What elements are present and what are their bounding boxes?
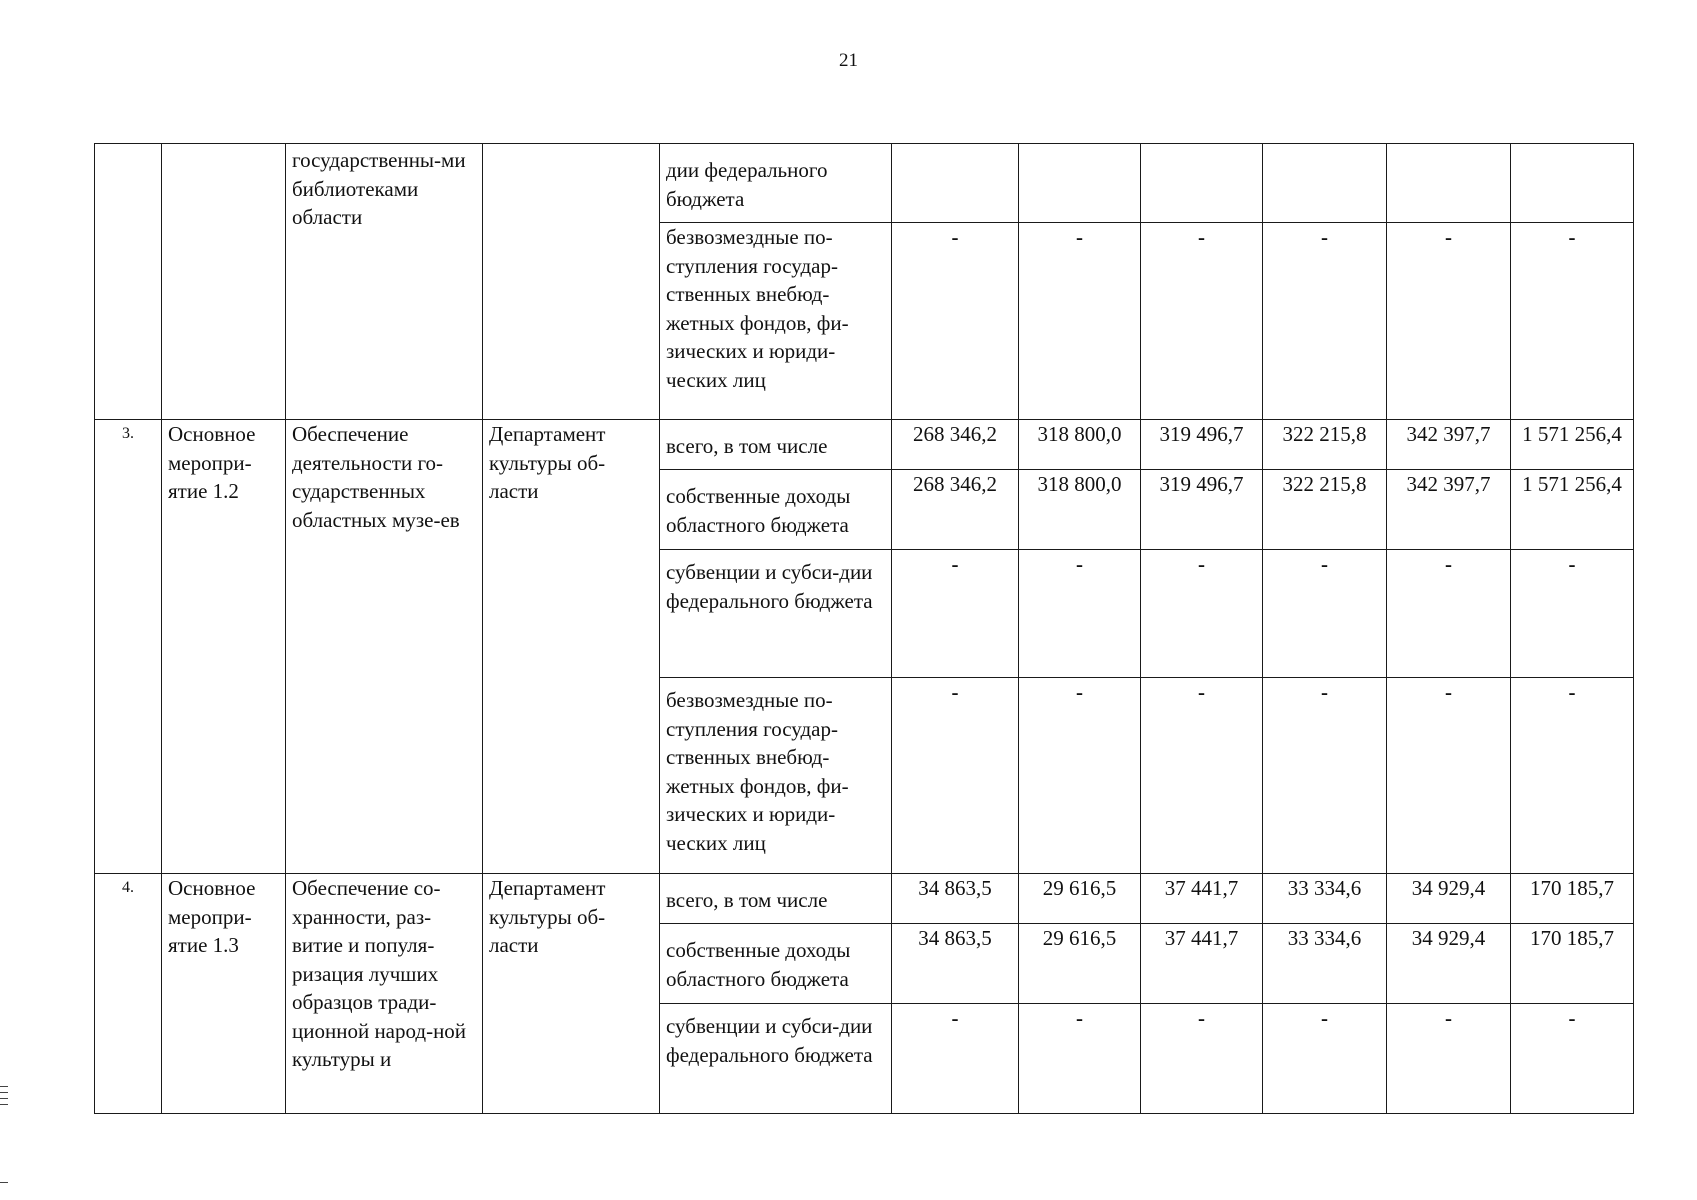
cell-event-name: государственны-ми библиотеками области <box>286 144 483 420</box>
cell-value: 170 185,7 <box>1511 874 1634 924</box>
cell-value: 33 334,6 <box>1263 924 1387 1004</box>
cell-value: 34 929,4 <box>1387 924 1511 1004</box>
cell-value: 319 496,7 <box>1141 420 1263 470</box>
margin-mark <box>0 1182 8 1183</box>
cell-funding-source: собственные доходы областного бюджета <box>660 924 892 1004</box>
table-body <box>95 144 1634 1114</box>
cell-value: - <box>1511 223 1634 420</box>
cell-funding-source: дии федерального бюджета <box>660 144 892 223</box>
cell-event <box>162 144 286 420</box>
cell-value: - <box>1019 678 1141 874</box>
table-row <box>95 874 1634 924</box>
cell-value: - <box>1387 223 1511 420</box>
cell-funding-source: всего, в том числе <box>660 420 892 470</box>
cell-value <box>1019 144 1141 223</box>
cell-value: - <box>1511 550 1634 678</box>
cell-value: 29 616,5 <box>1019 874 1141 924</box>
cell-value: 170 185,7 <box>1511 924 1634 1004</box>
cell-value <box>1263 144 1387 223</box>
table-row <box>95 420 1634 470</box>
cell-value: 322 215,8 <box>1263 470 1387 550</box>
cell-funding-source: субвенции и субси-дии федерального бюджета <box>660 1004 892 1114</box>
cell-value: 29 616,5 <box>1019 924 1141 1004</box>
budget-table <box>94 143 1634 1114</box>
cell-number: 4. <box>95 874 162 1114</box>
cell-value <box>1511 144 1634 223</box>
cell-value <box>1141 144 1263 223</box>
cell-funding-source: собственные доходы областного бюджета <box>660 470 892 550</box>
cell-value <box>1387 144 1511 223</box>
margin-mark <box>0 1098 8 1099</box>
cell-value: - <box>1141 223 1263 420</box>
margin-mark <box>0 1086 8 1087</box>
cell-value: 322 215,8 <box>1263 420 1387 470</box>
cell-value: - <box>1263 550 1387 678</box>
cell-value: - <box>1019 223 1141 420</box>
cell-value: - <box>1141 678 1263 874</box>
cell-value: - <box>1019 1004 1141 1114</box>
cell-number <box>95 144 162 420</box>
cell-value: 318 800,0 <box>1019 470 1141 550</box>
cell-value: - <box>1263 1004 1387 1114</box>
cell-value: - <box>1387 1004 1511 1114</box>
cell-value: 37 441,7 <box>1141 874 1263 924</box>
cell-value: 342 397,7 <box>1387 420 1511 470</box>
cell-value: - <box>1387 550 1511 678</box>
cell-value: 1 571 256,4 <box>1511 470 1634 550</box>
cell-event-name: Обеспечение деятельности го-сударственных областных музе-ев <box>286 420 483 874</box>
cell-executor: Департамент культуры об-ласти <box>483 420 660 874</box>
margin-mark <box>0 1104 8 1105</box>
cell-executor <box>483 144 660 420</box>
cell-value: 268 346,2 <box>892 470 1019 550</box>
cell-funding-source: безвозмездные по-ступления государ-ственных внебюд-жетных фондов, фи-зических и юриди-ческих лиц <box>660 678 892 874</box>
cell-value: - <box>892 678 1019 874</box>
cell-value: 319 496,7 <box>1141 470 1263 550</box>
cell-number: 3. <box>95 420 162 874</box>
margin-mark <box>0 1092 8 1093</box>
cell-event: Основное меропри-ятие 1.3 <box>162 874 286 1114</box>
cell-value: - <box>892 223 1019 420</box>
cell-value: - <box>1263 223 1387 420</box>
cell-event-name: Обеспечение со-хранности, раз-витие и популя-ризация лучших образцов тради-ционной народ-ной культуры и <box>286 874 483 1114</box>
cell-value: 33 334,6 <box>1263 874 1387 924</box>
cell-funding-source: субвенции и субси-дии федерального бюджета <box>660 550 892 678</box>
cell-value: 34 929,4 <box>1387 874 1511 924</box>
cell-value: - <box>1019 550 1141 678</box>
cell-funding-source: всего, в том числе <box>660 874 892 924</box>
cell-value: 318 800,0 <box>1019 420 1141 470</box>
cell-executor: Департамент культуры об-ласти <box>483 874 660 1114</box>
cell-value: - <box>1263 678 1387 874</box>
cell-value: 34 863,5 <box>892 924 1019 1004</box>
cell-value: 34 863,5 <box>892 874 1019 924</box>
cell-value: - <box>1387 678 1511 874</box>
cell-value: - <box>1141 1004 1263 1114</box>
cell-event: Основное меропри-ятие 1.2 <box>162 420 286 874</box>
cell-value: 1 571 256,4 <box>1511 420 1634 470</box>
cell-value: - <box>892 1004 1019 1114</box>
cell-value: - <box>892 550 1019 678</box>
cell-value <box>892 144 1019 223</box>
cell-value: - <box>1141 550 1263 678</box>
page-number: 21 <box>839 50 858 71</box>
cell-value: - <box>1511 1004 1634 1114</box>
cell-value: 37 441,7 <box>1141 924 1263 1004</box>
cell-funding-source: безвозмездные по-ступления государ-ственных внебюд-жетных фондов, фи-зических и юриди-ческих лиц <box>660 223 892 420</box>
cell-value: - <box>1511 678 1634 874</box>
cell-value: 342 397,7 <box>1387 470 1511 550</box>
table-row <box>95 144 1634 223</box>
cell-value: 268 346,2 <box>892 420 1019 470</box>
